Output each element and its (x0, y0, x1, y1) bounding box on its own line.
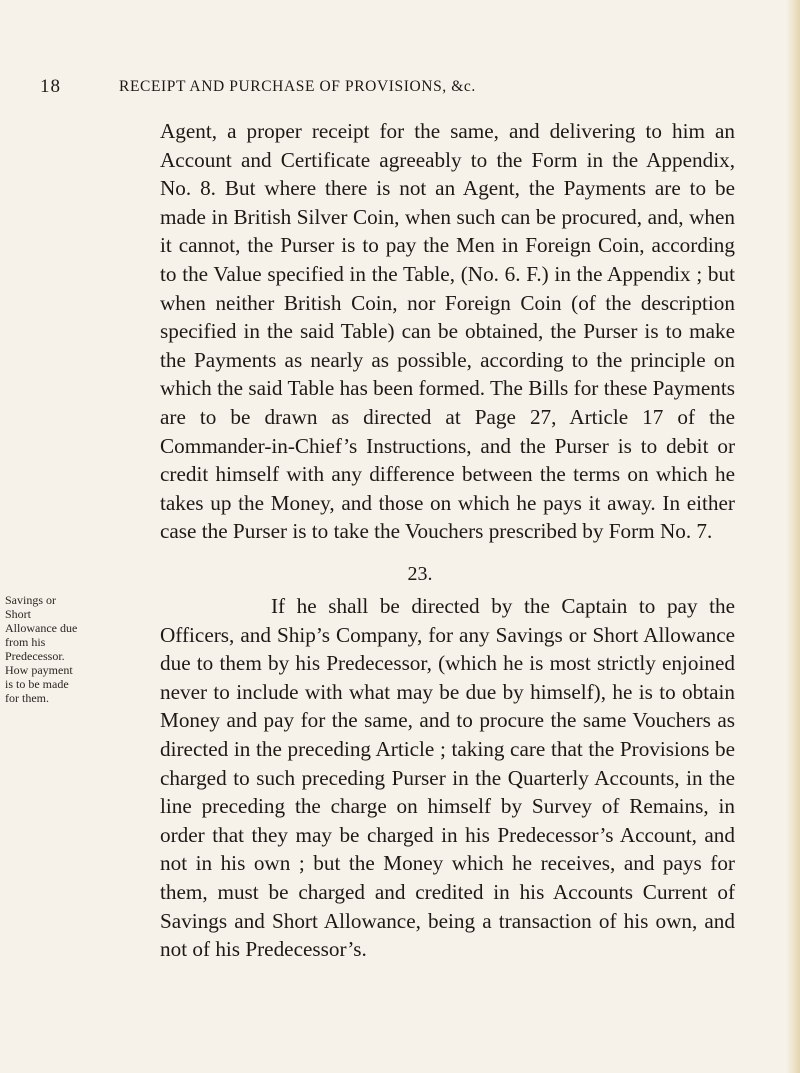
paragraph-article-23: If he shall be directed by the Captain to pay the Officers, and Ship’s Company, for any Savings or Short Allowance due to them by his Predecessor, (which he is most strictly enjoined never to include with what may be due by himself), he is to obtain Money and pay for the same, and to procure the same Vouchers as directed in the preceding Article ; taking care that the Provisions be charged to such preceding Purser in the Quarterly Accounts, in the line preceding the charge on himself by Survey of Remains, in order that they may be charged in his Predecessor’s Account, and not in his own ; but the Money which he receives, and pays for them, must be charged and credited in his Accounts Current of Savings and Short Allowance, being a transaction of his own, and not of his Predecessor’s. (160, 594, 735, 962)
running-head: RECEIPT AND PURCHASE OF PROVISIONS, &c. (119, 78, 476, 95)
paragraph-continued: Agent, a proper receipt for the same, and delivering to him an Account and Certificate agreeably to the Form in the Appendix, No. 8. But where there is not an Agent, the Payments are to be made in British Silver Coin, when such can be procured, and, when it cannot, the Purser is to pay the Men in Foreign Coin, according to the Value specified in the Table, (No. 6. F.) in the Appendix ; but when neither British Coin, nor Foreign Coin (of the description specified in the said Table) can be obtained, the Purser is to make the Payments as nearly as possible, according to the principle on which the said Table has been formed. The Bills for these Payments are to be drawn as directed at Page 27, Article 17 of the Commander-in-Chief’s Instructions, and the Purser is to debit or credit himself with any difference between the terms on which he takes up the Money, and those on which he pays it away. In either case the Purser is to take the Vouchers prescribed by Form No. 7. (160, 119, 735, 544)
page-number: 18 (40, 76, 61, 97)
margin-note: Savings or Short Allowance due from his Predecessor. How payment is to be made for them. (5, 593, 78, 705)
page-edge (786, 0, 800, 1073)
page-header (40, 76, 720, 108)
article-number: 23. (407, 563, 433, 585)
